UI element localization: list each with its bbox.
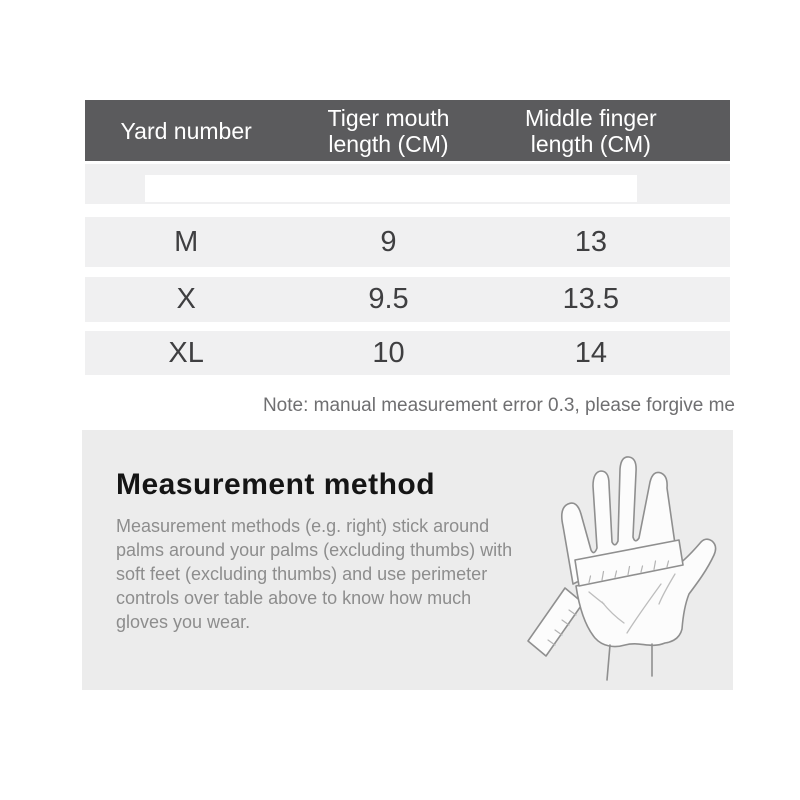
header-yard-number-label: Yard number: [120, 117, 252, 144]
table-row: [85, 217, 730, 267]
tiger-mouth-cell: 9: [380, 225, 397, 258]
size-cell: M: [174, 225, 199, 258]
header-tiger-mouth-line2: length (CM): [328, 130, 449, 157]
middle-finger-cell: 14: [574, 336, 607, 369]
header-yard-number: [85, 118, 287, 144]
size-table-header: [85, 100, 730, 161]
middle-finger-cell: 13: [574, 225, 607, 258]
measurement-method-text: [116, 514, 512, 634]
size-cell: XL: [168, 336, 204, 369]
table-row: [85, 277, 730, 322]
header-middle-finger-line2: length (CM): [530, 130, 651, 157]
method-text-line: soft feet (excluding thumbs) and use perimeter: [116, 564, 488, 584]
middle-finger-cell: 13.5: [562, 283, 620, 315]
header-tiger-mouth-line1: Tiger mouth: [327, 104, 450, 131]
measurement-note: Note: manual measurement error 0.3, please forgive me: [262, 395, 735, 416]
redacted-area: [145, 175, 637, 202]
header-middle-finger: [490, 105, 692, 157]
wrist-lines: [607, 644, 652, 680]
tape-segment: [528, 588, 583, 656]
measurement-method-title: Measurement method: [116, 468, 436, 501]
table-row: [85, 331, 730, 375]
table-row-blank: [85, 164, 730, 204]
method-text-line: controls over table above to know how much: [116, 588, 472, 608]
measurement-method-panel: [82, 430, 733, 690]
hand-with-measuring-tape-icon: [515, 434, 733, 686]
tiger-mouth-cell: 10: [372, 336, 405, 369]
method-text-line: Measurement methods (e.g. right) stick around: [116, 516, 490, 536]
tiger-mouth-cell: 9.5: [368, 283, 409, 315]
hand-illustration-svg: [515, 434, 733, 686]
method-text-line: palms around your palms (excluding thumbs) with: [116, 540, 513, 560]
method-text-line: gloves you wear.: [116, 612, 251, 632]
size-cell: X: [176, 283, 196, 315]
header-middle-finger-line1: Middle finger: [524, 104, 657, 131]
header-tiger-mouth: [287, 105, 489, 157]
